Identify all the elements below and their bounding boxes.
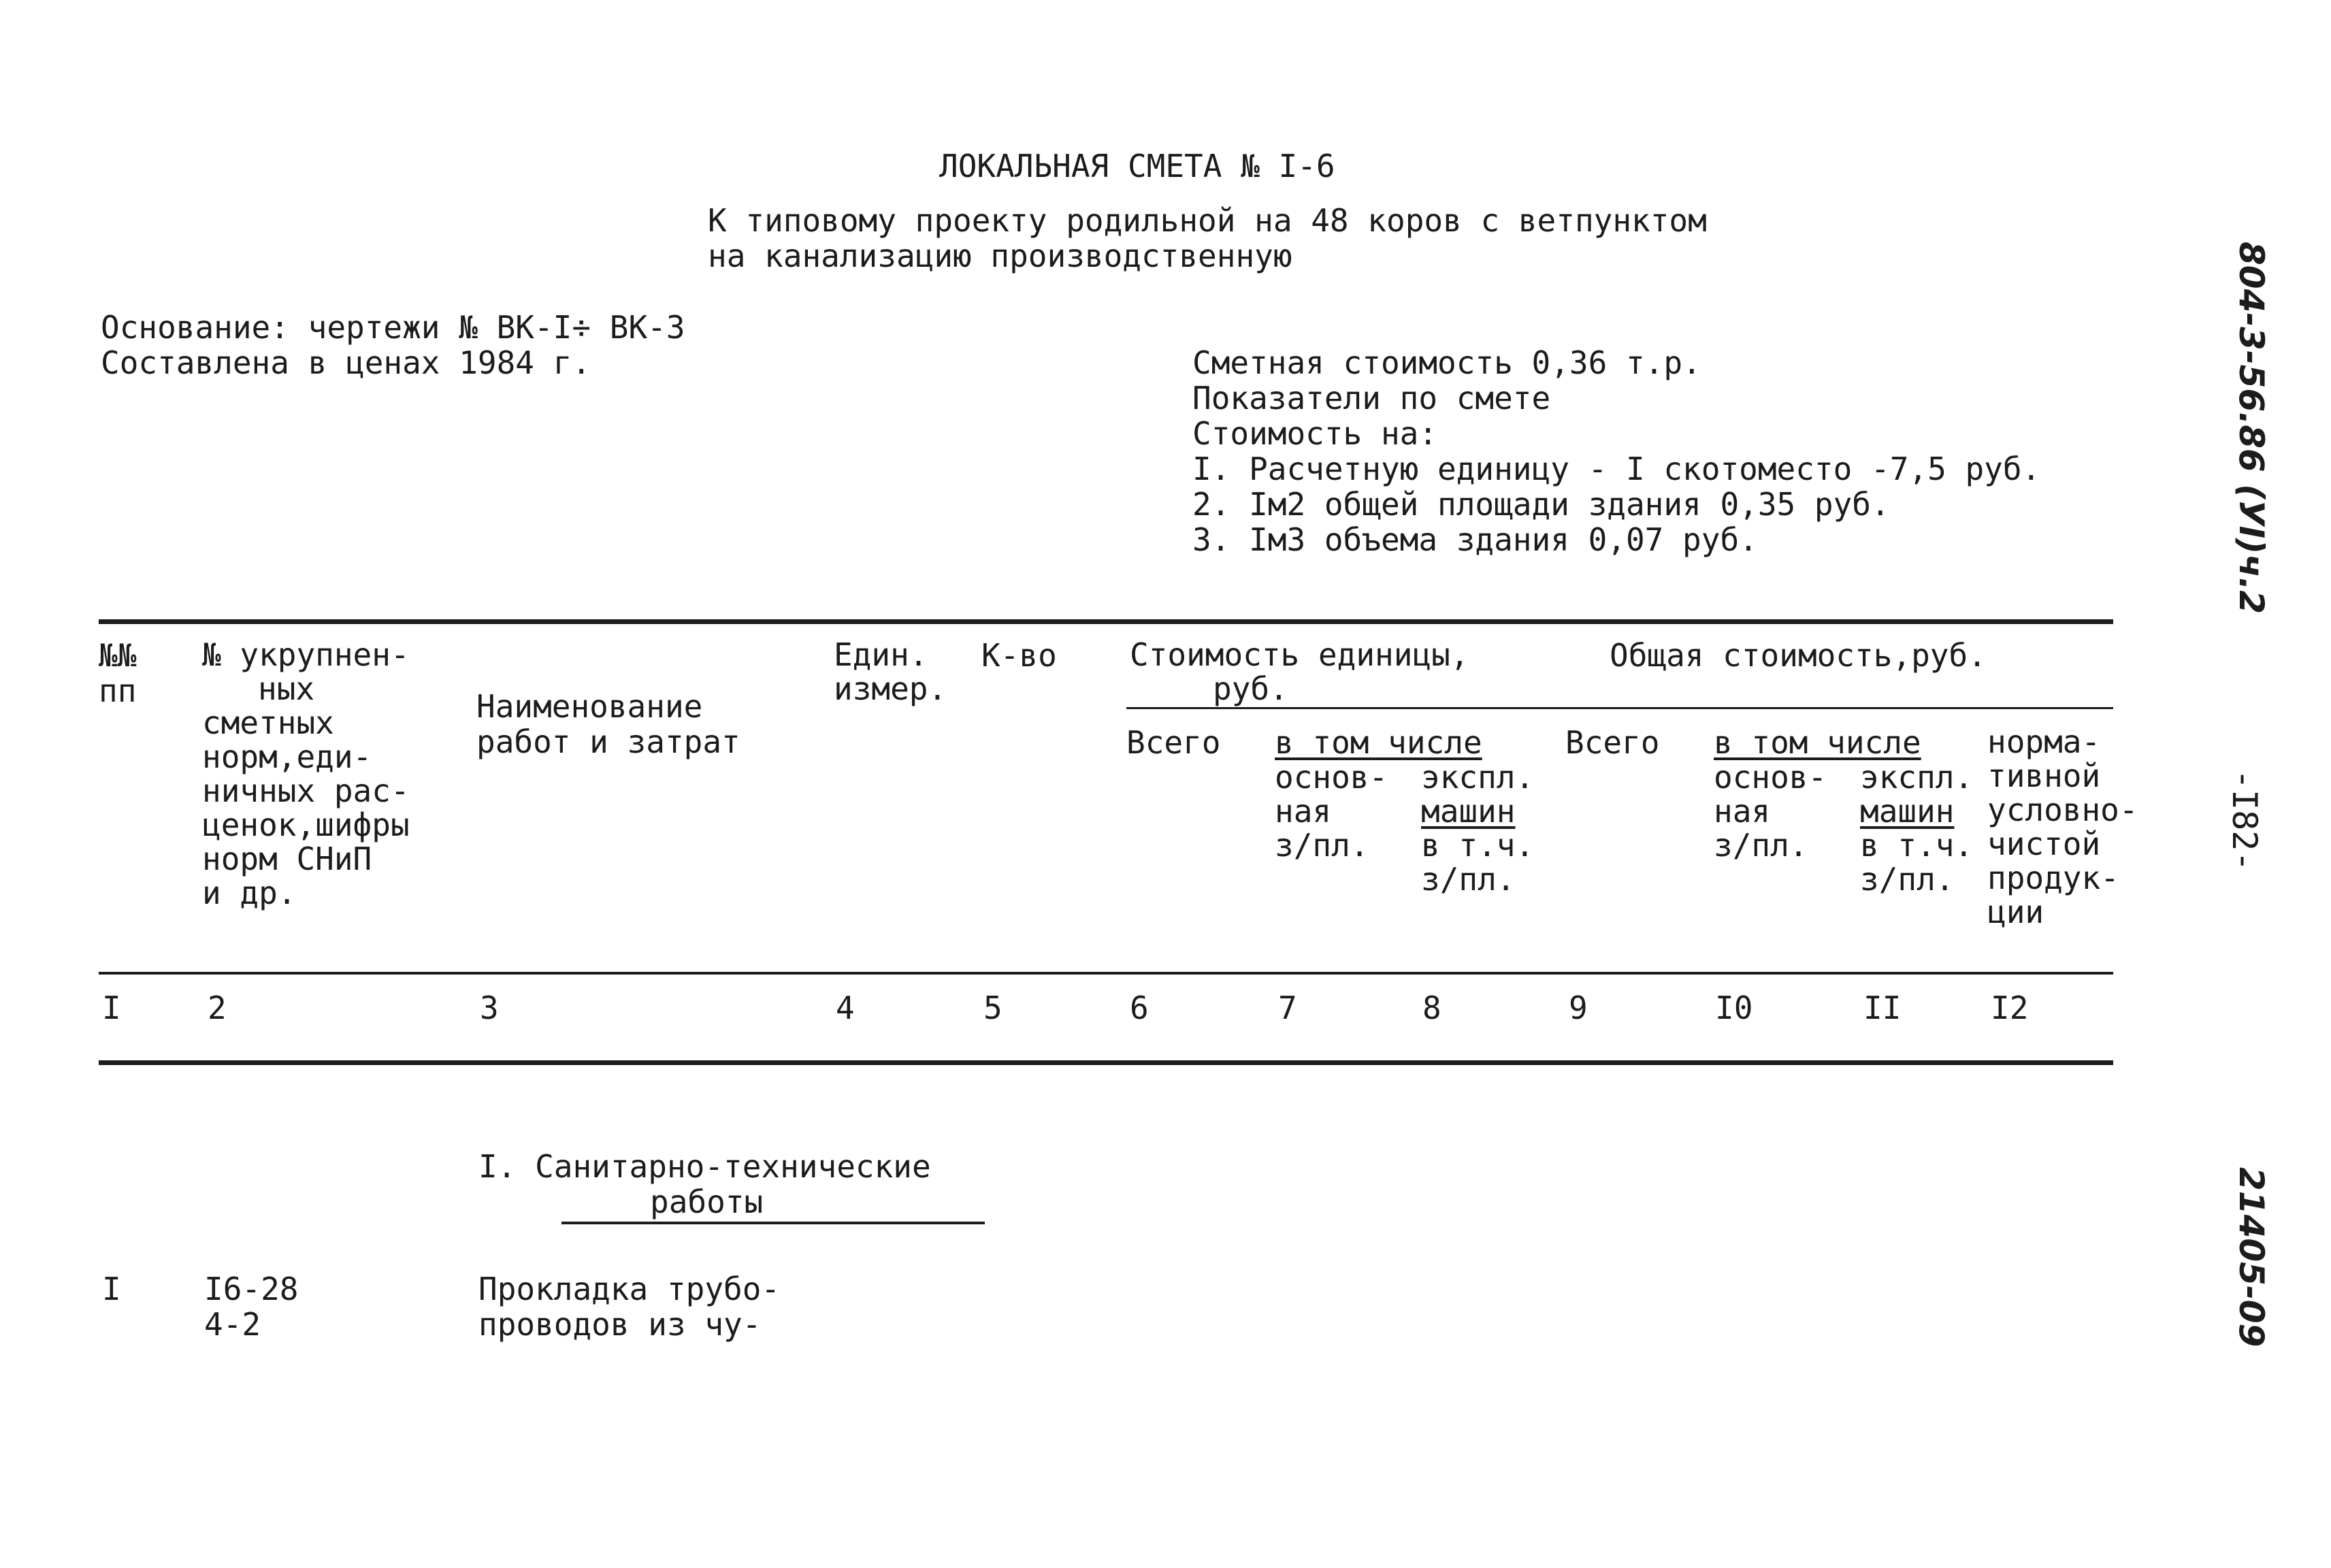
header-total-machine-op: экспл. машин в т.ч. з/пл. (1860, 759, 1974, 898)
section-title-underline (561, 1222, 985, 1224)
column-numbers-bottom-rule (99, 1060, 2113, 1065)
document-title: ЛОКАЛЬНАЯ СМЕТА № I-6 (939, 148, 1335, 184)
cost-item1: I. Расчетную единицу - I скотоместо -7,5 руб. (1192, 451, 2041, 487)
col-number-2: 2 (208, 990, 227, 1026)
margin-archive-number: 21405-09 (2232, 1167, 2271, 1348)
header-unit-machine-op: экспл. машин в т.ч. з/пл. (1421, 759, 1535, 898)
header-total-basic-wage: основ- ная з/пл. (1714, 759, 1827, 864)
row-1-number: I (102, 1271, 121, 1307)
header-total-total: Всего (1565, 724, 1660, 761)
col-number-1: I (102, 990, 121, 1026)
col-number-4: 4 (836, 990, 855, 1026)
col-number-8: 8 (1422, 990, 1441, 1026)
col-number-6: 6 (1130, 990, 1149, 1026)
margin-doc-code: 804-3-56.86 (УI)ч.2 (2232, 242, 2271, 615)
header-col1: №№ пп (99, 637, 137, 709)
header-unit-cost-group: Стоимость единицы, руб. (1130, 636, 1469, 707)
cost-per-label: Стоимость на: (1192, 415, 1438, 452)
col-number-3: 3 (480, 990, 499, 1026)
cost-item3: 3. Iм3 объема здания 0,07 руб. (1192, 521, 1758, 558)
header-col5: К-во (981, 637, 1057, 674)
col-number-9: 9 (1569, 990, 1588, 1026)
basis-line2: Составлена в ценах 1984 г. (101, 344, 591, 381)
col-number-7: 7 (1278, 990, 1297, 1026)
document-subtitle-line1: К типовому проекту родильной на 48 коров с ветпунктом (708, 202, 1707, 239)
header-total-cost-group: Общая стоимость,руб. (1610, 637, 1987, 674)
document-subtitle-line2: на канализацию производственную (708, 238, 1292, 274)
header-unit-basic-wage: основ- ная з/пл. (1275, 759, 1388, 864)
header-unit-incl: в том числе (1275, 724, 1482, 761)
header-total-incl: в том числе (1714, 724, 1921, 761)
row-1-name: Прокладка трубо- проводов из чу- (478, 1271, 781, 1343)
header-col2: № укрупнен- ных сметных норм,еди- ничных рас- ценок,шифры норм СНиП и др. (202, 636, 410, 911)
col-number-12: I2 (1991, 990, 2029, 1026)
section-title-line1: I. Санитарно-технические (478, 1148, 931, 1185)
col-number-5: 5 (983, 990, 1003, 1026)
margin-page-number: -I82- (2225, 769, 2264, 872)
unit-cost-group-rule (1126, 707, 2113, 709)
header-col3: Наименование работ и затрат (476, 688, 740, 760)
table-top-rule (99, 619, 2113, 624)
basis-line1: Основание: чертежи № ВК-I÷ ВК-3 (101, 309, 685, 346)
header-col4: Един. измер. (834, 636, 947, 707)
col-number-11: II (1863, 990, 1902, 1026)
section-title-line2: работы (650, 1183, 764, 1220)
col-number-10: I0 (1715, 990, 1753, 1026)
cost-total: Сметная стоимость 0,36 т.р. (1192, 344, 1701, 381)
row-1-code: I6-28 4-2 (204, 1271, 299, 1343)
cost-indicators: Показатели по смете (1192, 380, 1551, 416)
cost-item2: 2. Iм2 общей площади здания 0,35 руб. (1192, 486, 1890, 523)
header-bottom-rule (99, 972, 2113, 975)
header-normative: норма- тивной условно- чистой продук- ции (1987, 723, 2138, 930)
header-unit-total: Всего (1126, 724, 1221, 761)
